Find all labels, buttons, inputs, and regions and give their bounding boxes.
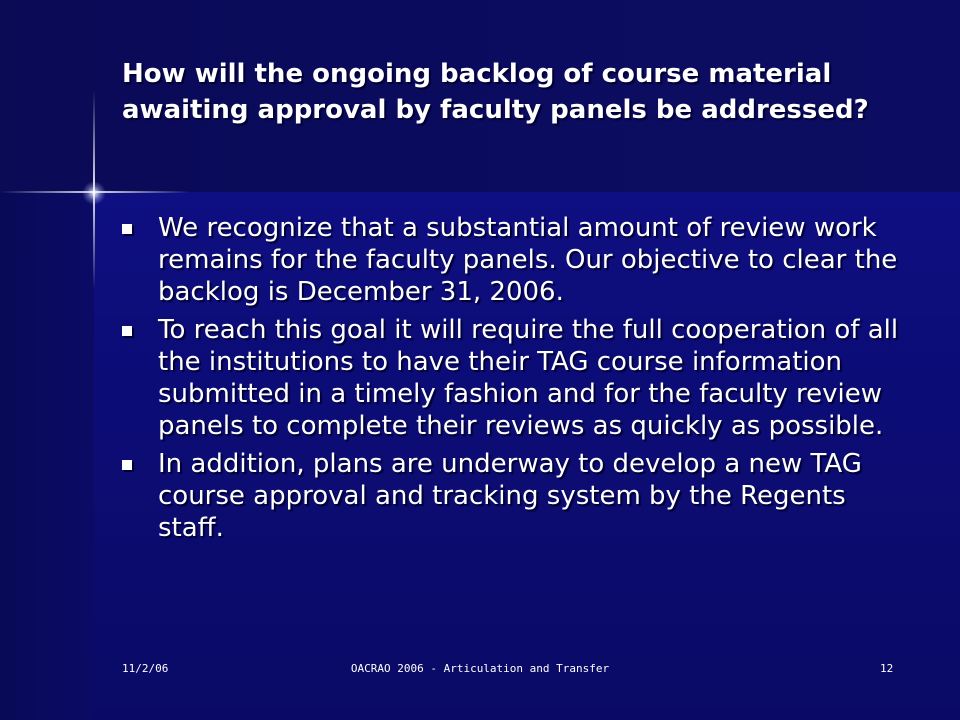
square-bullet-icon xyxy=(122,460,132,470)
bullet-text: In addition, plans are underway to develop a new TAG course approval and tracking system by the Regents staff. xyxy=(158,449,862,543)
bullet-item xyxy=(118,212,918,308)
left-accent-band xyxy=(0,192,94,720)
bullet-text: We recognize that a substantial amount of review work remains for the faculty panels. Our objective to clear the backlog is December 31, 2006. xyxy=(158,213,898,307)
square-bullet-icon xyxy=(122,326,132,336)
star-flare-icon xyxy=(82,181,106,205)
footer-page-number: 12 xyxy=(880,662,894,675)
bullet-list xyxy=(118,212,918,550)
bullet-item xyxy=(118,314,918,442)
footer-presentation-title: OACRAO 2006 - Articulation and Transfer xyxy=(350,662,610,675)
footer-date: 11/2/06 xyxy=(122,662,169,675)
bullet-item xyxy=(118,448,918,544)
square-bullet-icon xyxy=(122,224,132,234)
bullet-text: To reach this goal it will require the full cooperation of all the institutions to have their TAG course information submitted in a timely fashion and for the faculty review panels to complete their reviews as quickly as possible. xyxy=(158,315,899,441)
slide-title: How will the ongoing backlog of course material awaiting approval by faculty panels be addressed? xyxy=(122,59,869,125)
